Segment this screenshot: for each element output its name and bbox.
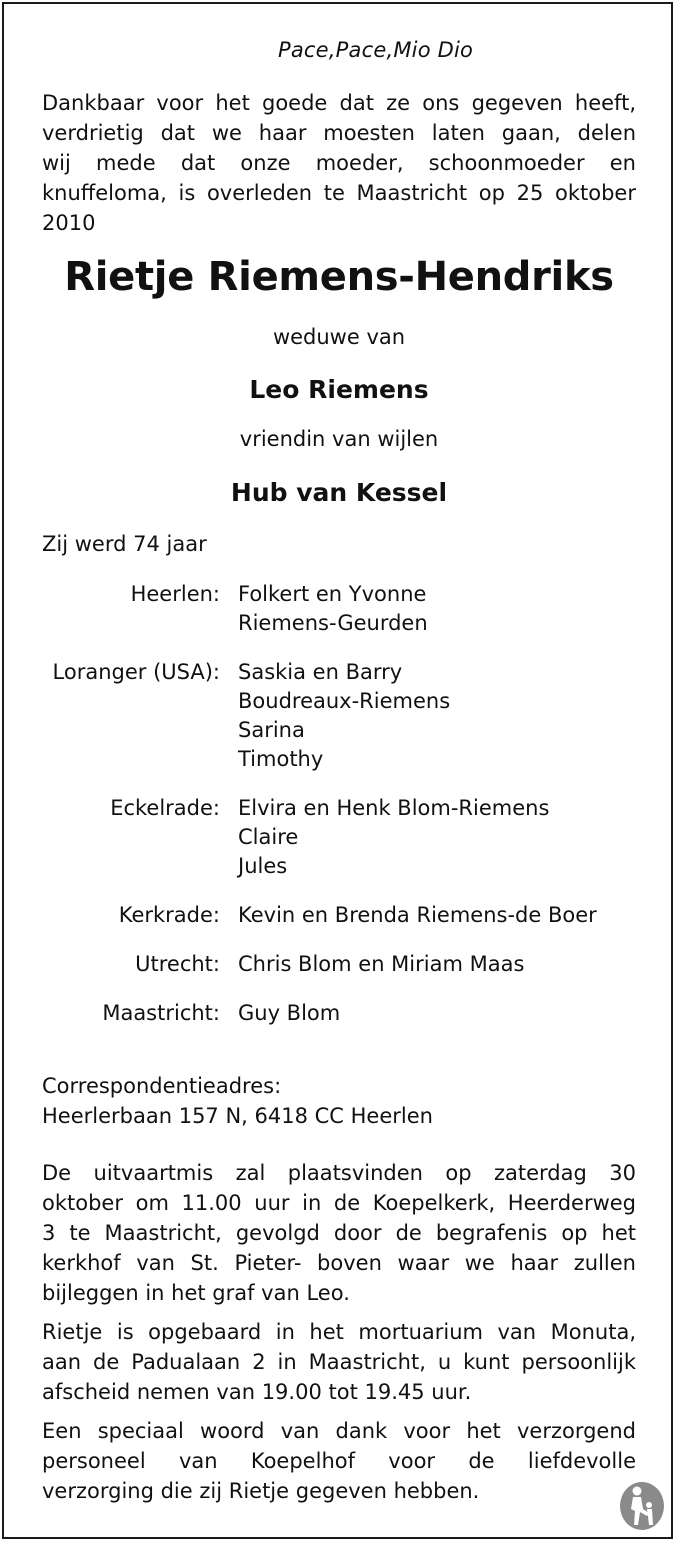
family-place: Eckelrade: xyxy=(110,796,220,820)
deceased-name: Rietje Riemens-Hendriks xyxy=(64,254,614,300)
thanks-line: verzorging die zij Rietje gegeven hebben. xyxy=(42,1479,480,1503)
funeral-line: 3 te Maastricht, gevolgd door de begrafenis op het xyxy=(42,1221,636,1245)
family-member: Timothy xyxy=(238,747,324,771)
intro-line: 2010 xyxy=(42,211,96,235)
family-place: Utrecht: xyxy=(135,952,220,976)
intro-line: Dankbaar voor het goede dat ze ons gegeven heeft, xyxy=(42,91,636,115)
family-place: Kerkrade: xyxy=(118,903,220,927)
spouse-name: Leo Riemens xyxy=(249,375,429,404)
viewing-line: Rietje is opgebaard in het mortuarium van Monuta, xyxy=(42,1320,636,1344)
family-member: Elvira en Henk Blom-Riemens xyxy=(238,796,550,820)
age-text: Zij werd 74 jaar xyxy=(42,532,207,556)
intro-line: knuffeloma, is overleden te Maastricht op 25 oktober xyxy=(42,181,636,205)
funeral-line: De uitvaartmis zal plaatsvinden op zaterdag 30 xyxy=(42,1161,636,1185)
family-member: Chris Blom en Miriam Maas xyxy=(238,952,525,976)
family-member: Sarina xyxy=(238,718,305,742)
funeral-line: bijleggen in het graf van Leo. xyxy=(42,1281,350,1305)
family-member: Folkert en Yvonne xyxy=(238,582,427,606)
family-names xyxy=(238,901,597,930)
viewing-paragraph xyxy=(42,1317,636,1407)
family-names xyxy=(238,794,549,881)
family-member: Jules xyxy=(238,854,288,878)
viewing-line: aan de Padualaan 2 in Maastricht, u kunt persoonlijk xyxy=(42,1350,636,1374)
intro-line: wij mede dat onze moeder, schoonmoeder en xyxy=(42,151,636,175)
funeral-line: oktober om 11.00 uur in de Koepelkerk, Heerderweg xyxy=(42,1191,636,1215)
family-member: Saskia en Barry xyxy=(238,660,403,684)
family-place: Heerlen: xyxy=(130,582,220,606)
friend-name: Hub van Kessel xyxy=(230,478,448,507)
family-member: Guy Blom xyxy=(238,1001,341,1025)
memorial-figure-icon xyxy=(619,1479,665,1531)
family-place: Loranger (USA): xyxy=(52,660,220,684)
funeral-line: kerkhof van St. Pieter- boven waar we haar zullen xyxy=(42,1251,636,1275)
family-names xyxy=(238,580,428,638)
viewing-line: afscheid nemen van 19.00 tot 19.45 uur. xyxy=(42,1380,472,1404)
family-member: Riemens-Geurden xyxy=(238,611,428,635)
family-member: Kevin en Brenda Riemens-de Boer xyxy=(238,903,597,927)
funeral-paragraph xyxy=(42,1158,636,1308)
intro-line: verdrietig dat we haar moesten laten gaan, delen xyxy=(42,121,636,145)
correspondence-block xyxy=(42,1071,636,1131)
relation-widow-of: weduwe van xyxy=(272,325,406,349)
correspondence-address: Heerlerbaan 157 N, 6418 CC Heerlen xyxy=(42,1104,433,1128)
thanks-line: personeel van Koepelhof voor de liefdevolle xyxy=(42,1449,636,1473)
relation-friend-of: vriendin van wijlen xyxy=(239,427,439,451)
thanks-paragraph xyxy=(42,1416,636,1506)
thanks-line: Een speciaal woord van dank voor het verzorgend xyxy=(42,1419,636,1443)
family-member: Boudreaux-Riemens xyxy=(238,689,451,713)
correspondence-label: Correspondentieadres: xyxy=(42,1074,282,1098)
family-member: Claire xyxy=(238,825,299,849)
family-names xyxy=(238,658,450,774)
family-names xyxy=(238,950,524,979)
intro-paragraph xyxy=(42,88,636,238)
family-names xyxy=(238,999,340,1028)
motto: Pace,Pace,Mio Dio xyxy=(278,38,474,62)
family-place: Maastricht: xyxy=(102,1001,220,1025)
